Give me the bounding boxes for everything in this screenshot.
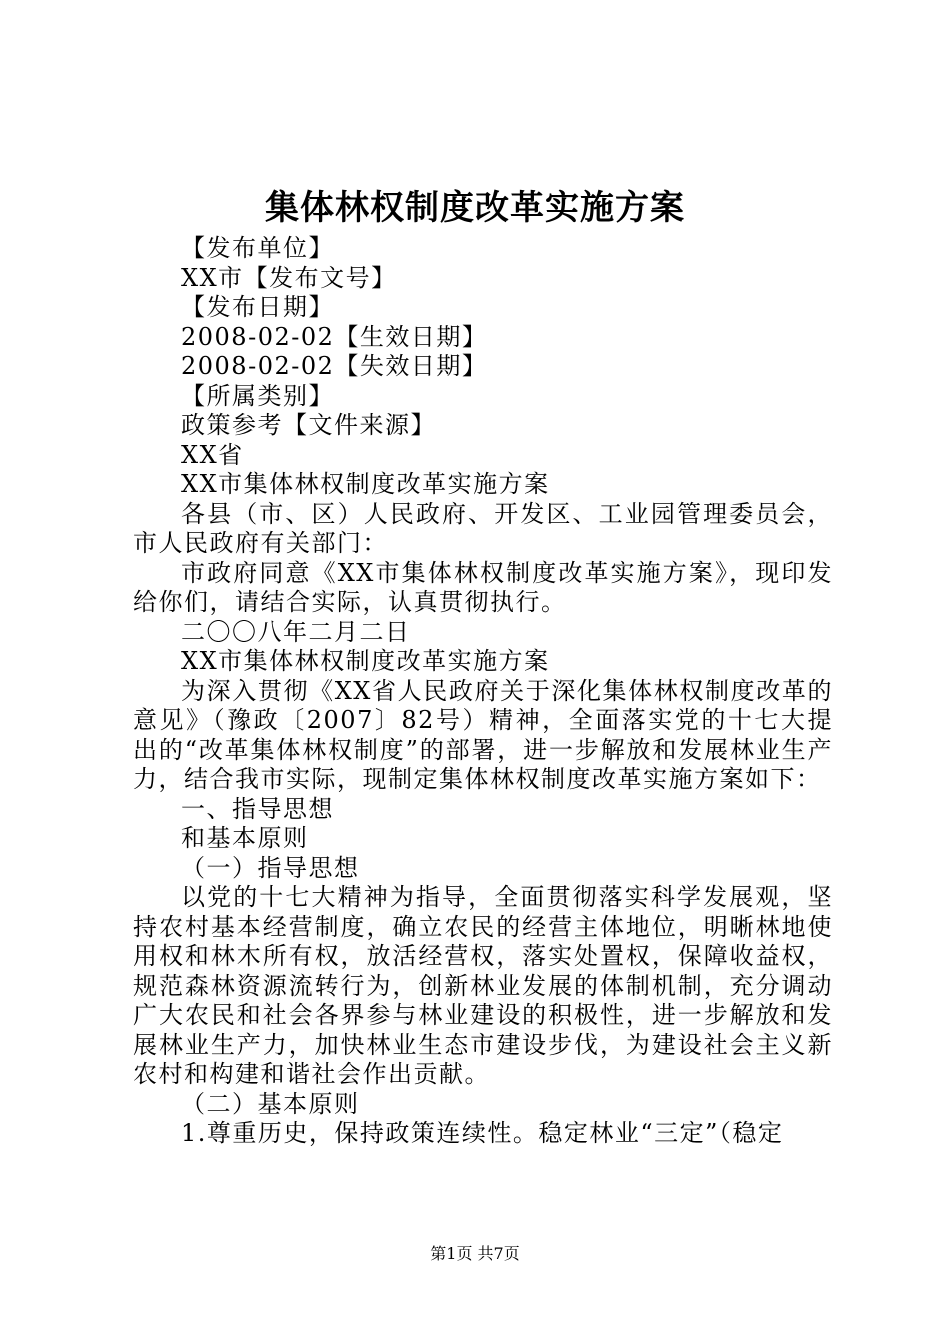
paragraph-issue-date: 【发布日期】 xyxy=(181,293,334,321)
paragraph-notice: 市政府同意《XX市集体林权制度改革实施方案》，现印发给你们，请结合实际，认真贯彻执行。 xyxy=(133,558,833,616)
paragraph-source: 政策参考【文件来源】 xyxy=(181,411,436,439)
paragraph-addressees: 各县（市、区）人民政府、开发区、工业园管理委员会，市人民政府有关部门： xyxy=(133,499,833,557)
paragraph-subsection-1: （一）指导思想 xyxy=(181,853,360,882)
paragraph-category: 【所属类别】 xyxy=(181,381,334,410)
paragraph-doc-number: XX市【发布文号】 xyxy=(181,263,397,292)
paragraph-province: XX省 xyxy=(181,440,244,469)
paragraph-section-1-heading: 一、指导思想 xyxy=(181,794,334,823)
paragraph-expiry-date: 2008-02-02【失效日期】 xyxy=(181,352,488,380)
paragraph-date: 二〇〇八年二月二日 xyxy=(181,617,411,646)
paragraph-principle-1: 1.尊重历史，保持政策连续性。稳定林业“三定”（稳定 xyxy=(181,1119,784,1147)
paragraph-guiding-ideology: 以党的十七大精神为指导，全面贯彻落实科学发展观，坚持农村基本经营制度，确立农民的经营主体地位，明晰林地使用权和林木所有权，放活经营权，落实处置权，保障收益权，规范森林资源流转行为，创新林业发展的体制机制，充分调动广大农民和社会各界参与林业建设的积极性，进一步解放和发展林业生产力，加快林业生态市建设步伐，为建设社会主义新农村和构建和谐社会作出贡献。 xyxy=(133,883,833,1088)
page-footer: 第1页 共7页 xyxy=(430,1244,520,1263)
paragraph-subsection-2: （二）基本原则 xyxy=(181,1089,360,1118)
paragraph-plan-heading: XX市集体林权制度改革实施方案 xyxy=(181,647,550,675)
paragraph-section-1-heading-cont: 和基本原则 xyxy=(181,824,309,852)
document-title: 集体林权制度改革实施方案 xyxy=(265,188,685,228)
paragraph-issuing-unit: 【发布单位】 xyxy=(181,234,334,262)
paragraph-effective-date: 2008-02-02【生效日期】 xyxy=(181,322,488,351)
document-body xyxy=(133,234,833,1149)
paragraph-intro: 为深入贯彻《XX省人民政府关于深化集体林权制度改革的意见》（豫政〔2007〕82号）精神，全面落实党的十七大提出的“改革集体林权制度”的部署，进一步解放和发展林业生产力，结合我市实际，现制定集体林权制度改革实施方案如下： xyxy=(133,676,833,793)
paragraph-plan-name: XX市集体林权制度改革实施方案 xyxy=(181,470,550,498)
